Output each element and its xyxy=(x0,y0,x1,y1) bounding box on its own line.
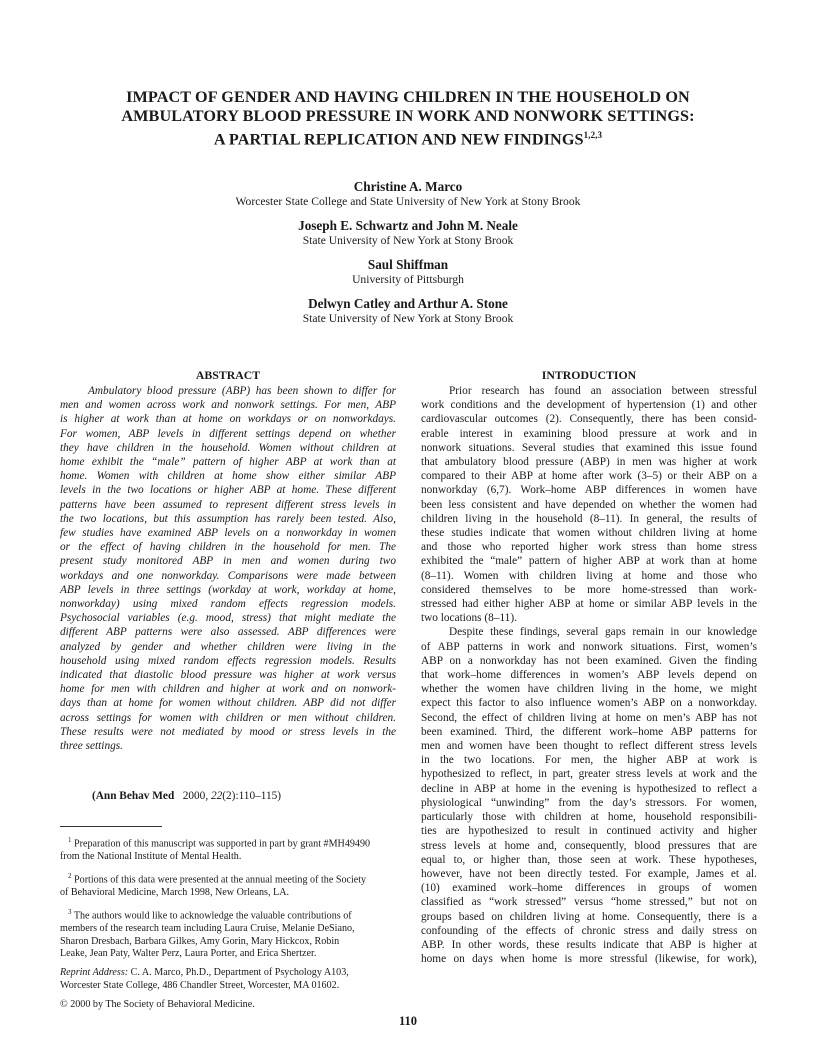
introduction-line: Despite these findings, several gaps remain in our knowledge xyxy=(449,626,757,639)
introduction-line: particularly those with children at home, household responsibili- xyxy=(421,811,757,824)
abstract-line: the two locations, but this assumption has rarely been tested. Also, xyxy=(60,512,396,525)
abstract-line: is higher at work than at home on workdays or on nonworkdays. xyxy=(60,413,396,426)
footnote-line: from the National Institute of Mental Health. xyxy=(60,850,242,862)
copyright-notice: © 2000 by The Society of Behavioral Medicine. xyxy=(60,999,255,1011)
footnote xyxy=(60,906,396,960)
introduction-line: however, have not been directly tested. For example, James et al. xyxy=(421,867,757,880)
abstract-line: workdays and one nonworkday. Comparisons were made between xyxy=(60,569,396,582)
introduction-line: Prior research has found an association between stressful xyxy=(449,385,757,397)
introduction-line: expect this factor to also influence women’s ABP on a nonworkday. xyxy=(421,697,757,710)
introduction-line: stressed had either higher ABP at home or similar ABP levels in the xyxy=(421,598,757,611)
abstract-line: levels in the two locations or higher ABP at home. These different xyxy=(60,484,396,497)
footnotes xyxy=(60,834,396,1019)
introduction-line: cardiovascular outcomes (2). Consequently, there has been consid- xyxy=(421,413,757,426)
introduction-line: (8–11). Women with children living at home and those who xyxy=(421,569,757,582)
abstract-line: Psychosocial variables (e.g. mood, stress) that might mediate the xyxy=(60,612,396,625)
author-block xyxy=(60,179,756,209)
introduction-line: of ABP patterns in work and nonwork situations. First, women’s xyxy=(421,640,757,653)
author-name: Saul Shiffman xyxy=(367,257,449,272)
introduction-line: two locations (8–11). xyxy=(421,612,517,625)
title-line: AMBULATORY BLOOD PRESSURE IN WORK AND NONWORK SETTINGS: xyxy=(121,107,695,125)
abstract-line: home for men with children and higher at work and on nonwork- xyxy=(60,683,396,696)
abstract-line: home exhibit the “male” pattern of higher ABP at work than at xyxy=(60,456,396,469)
footnote-first-line xyxy=(60,906,396,923)
footnote-line: The authors would like to acknowledge the valuable contributions of xyxy=(73,910,352,922)
footnote-line: of Behavioral Medicine, March 1998, New Orleans, LA. xyxy=(60,886,290,898)
abstract-line: across settings for women with children or men without children. xyxy=(60,711,396,724)
introduction-line: stress levels at home and, consequently, blood pressures that are xyxy=(421,839,757,852)
abstract-body xyxy=(60,384,396,753)
footnote-mark: 2 xyxy=(68,872,72,881)
footnote-mark: 1 xyxy=(68,836,72,844)
article-title xyxy=(60,88,756,149)
introduction-line: classified as “work stressed” versus “home stressed,” but not on xyxy=(421,896,757,909)
introduction-line: nonwork situations. Several studies that examined this issue found xyxy=(421,441,757,454)
introduction-line: ties are hypothesized to result in continued activity and higher xyxy=(421,825,757,838)
author-affiliation: University of Pittsburgh xyxy=(352,273,464,286)
reprint-line: C. A. Marco, Ph.D., Department of Psychology A103, xyxy=(130,967,349,979)
introduction-line: hypothesized to reflect, in part, greater stress levels at work and the xyxy=(421,768,757,781)
footnote-line: Preparation of this manuscript was supported in part by grant #MH49490 xyxy=(74,838,371,850)
abstract-line: indicated that diastolic blood pressure was higher at work versus xyxy=(60,669,396,682)
introduction-line: home on days when home is more stressful (likewise, for work), xyxy=(421,953,757,966)
introduction-line: ABP. In other words, these results indicate that ABP is higher at xyxy=(421,938,757,951)
page-number: 110 xyxy=(398,1014,418,1028)
introduction-line: groups based on children living at home. Consequently, there is a xyxy=(421,910,757,923)
title-line: A PARTIAL REPLICATION AND NEW FINDINGS$^{1,2,3}$ xyxy=(213,130,603,149)
title-line: IMPACT OF GENDER AND HAVING CHILDREN IN THE HOUSEHOLD ON xyxy=(126,88,690,106)
introduction-line: in the two locations. For men, the higher ABP at work is xyxy=(421,754,757,767)
introduction-line: compared to their ABP at home after work (3–5) or their ABP on a xyxy=(421,470,757,483)
abstract-line: three settings. xyxy=(60,740,123,753)
author-affiliation: State University of New York at Stony Brook xyxy=(302,312,514,325)
introduction-line: considered themselves to be more home-stressed than work- xyxy=(421,583,757,596)
author-affiliation: State University of New York at Stony Brook xyxy=(302,234,514,247)
introduction-paragraph xyxy=(421,625,757,966)
citation-journal: (Ann Behav Med xyxy=(92,790,175,802)
author-block xyxy=(60,296,756,326)
introduction-paragraph xyxy=(421,384,757,625)
author-block xyxy=(60,257,756,287)
introduction-line: been examined. Third, the different work–home ABP patterns for xyxy=(421,725,757,738)
introduction-line: these studies indicate that women without children living at home xyxy=(421,527,757,540)
footnote-first-line xyxy=(60,834,396,851)
abstract-line: patterns have been assumed to represent different stress levels in xyxy=(60,498,396,511)
abstract-line: men and women across work and nonwork settings. For men, ABP xyxy=(60,399,396,412)
abstract-line: household using mixed random effects regression models. Results xyxy=(60,654,396,667)
citation-year: 2000, xyxy=(182,790,209,802)
introduction-line: that work–home differences in women’s ABP levels depend on xyxy=(421,669,757,682)
author-name: Delwyn Catley and Arthur A. Stone xyxy=(308,296,508,311)
abstract-line: or the effect of having children in the household for men. The xyxy=(60,541,396,554)
abstract-line: Ambulatory blood pressure (ABP) has been shown to differ for xyxy=(88,385,396,397)
abstract-line: home. Women with children at home show either similar ABP xyxy=(60,470,396,483)
author-block xyxy=(60,218,756,248)
introduction-heading: INTRODUCTION xyxy=(541,368,637,382)
author-name: Christine A. Marco xyxy=(353,179,463,194)
introduction-line: decline in ABP at home in the evening is hypothesized to reflect a xyxy=(421,782,757,795)
abstract-line: nonworkday) using mixed random effects regression models. xyxy=(60,598,396,611)
introduction-line: confounding of the effects of chronic stress and daily stress on xyxy=(421,924,757,937)
introduction-line: been less consistent and have depended on whether the women had xyxy=(421,498,757,511)
footnote-mark: 3 xyxy=(68,908,72,917)
abstract-line: analyzed by gender and whether children were living in the xyxy=(60,640,396,653)
introduction-line: men and women have been thought to reflect different stress levels xyxy=(421,740,757,753)
footnote-line: Leake, Jean Paty, Walter Perz, Laura Porter, and Erica Shertzer. xyxy=(60,947,317,959)
footnote-line: members of the research team including Laura Cruise, Melanie DeSiano, xyxy=(60,923,355,935)
introduction-line: work conditions and the development of hypertension (1) and other xyxy=(421,399,757,412)
reprint-line: Worcester State College, 486 Chandler Street, Worcester, MA 01602. xyxy=(60,979,340,991)
introduction-line: whether the women have children living in the home, we might xyxy=(421,683,757,696)
introduction-line: physiological “unwinding” from the day’s stressors. For women, xyxy=(421,796,757,809)
author-affiliation: Worcester State College and State University of New York at Stony Brook xyxy=(235,195,581,208)
introduction-line: equal to, or higher than, those seen at work. These hypotheses, xyxy=(421,853,757,866)
introduction-line: and those who reported higher work stress than home stress xyxy=(421,541,757,554)
title-footnote-marks: 1,2,3 xyxy=(583,130,603,140)
footnote xyxy=(60,870,396,899)
author-list xyxy=(60,179,756,335)
footnote-divider xyxy=(60,826,162,827)
introduction-body xyxy=(421,384,757,966)
author-name: Joseph E. Schwartz and John M. Neale xyxy=(298,218,518,233)
footnote xyxy=(60,834,396,863)
introduction-line: that ambulatory blood pressure (ABP) in men was higher at work xyxy=(421,456,757,469)
reprint-address xyxy=(60,967,396,992)
abstract-line: days than at home for women without children. ABP did not differ xyxy=(60,697,396,710)
footnote-first-line xyxy=(60,870,396,887)
introduction-line: Second, the effect of children living at home on men’s ABP has not xyxy=(421,711,757,724)
introduction-line: ABP on a nonworkday has not been examined. Given the finding xyxy=(421,654,757,667)
abstract-line: present study monitored ABP in men and women during two xyxy=(60,555,396,568)
footnote-line: Portions of this data were presented at the annual meeting of the Society xyxy=(74,874,367,886)
journal-citation xyxy=(92,790,281,802)
introduction-line: exhibited the “male” pattern of higher ABP at work than at home xyxy=(421,555,757,568)
introduction-line: erable interest in examining blood pressure at work and in xyxy=(421,427,757,440)
reprint-label: Reprint Address: xyxy=(60,967,129,979)
footnote-line: Sharon Dresbach, Barbara Gilkes, Amy Gorin, Mary Hickcox, Robin xyxy=(60,935,340,947)
citation-issue-pages: (2):110–115) xyxy=(222,790,282,802)
abstract-heading: ABSTRACT xyxy=(195,368,261,382)
introduction-line: (10) examined work–home differences in groups of women xyxy=(421,882,757,895)
introduction-line: children living in the household (8–11). In general, the results of xyxy=(421,512,757,525)
abstract-line: These results were not mediated by mood or stress levels in the xyxy=(60,725,396,738)
abstract-line: they have children in the household. Women without children at xyxy=(60,441,396,454)
abstract-line: ABP levels in three settings (workday at work, workday at home, xyxy=(60,583,396,596)
abstract-line: different ABP patterns were also assessed. ABP differences were xyxy=(60,626,396,639)
abstract-line: few studies have examined ABP levels on a nonworkday in women xyxy=(60,527,396,540)
abstract-line: For women, ABP levels in different settings depend on whether xyxy=(60,427,396,440)
citation-volume: 22 xyxy=(210,790,223,802)
introduction-line: nonworkday (6,7). Work–home ABP differences in women have xyxy=(421,484,757,497)
